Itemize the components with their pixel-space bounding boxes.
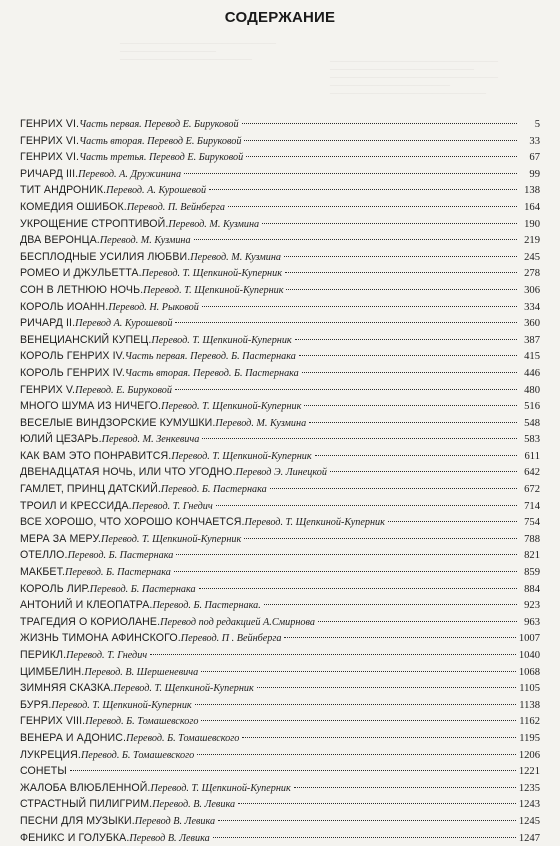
work-title: БЕСПЛОДНЫЕ УСИЛИЯ ЛЮБВИ. [20,250,191,263]
dot-leader [242,737,516,738]
page-number: 1007 [518,633,540,645]
work-title: ВЕНЕЦИАНСКИЙ КУПЕЦ. [20,333,152,346]
work-title: ГЕНРИХ VI. [20,134,80,147]
dot-leader [318,621,517,622]
work-title: ТРАГЕДИЯ О КОРИОЛАНЕ. [20,615,161,628]
page-number: 754 [524,517,540,529]
dot-leader [246,156,517,157]
work-title: СТРАСТНЫЙ ПИЛИГРИМ. [20,798,153,811]
page-number: 190 [524,218,540,230]
work-title: ЖАЛОБА ВЛЮБЛЕННОЙ. [20,781,151,794]
dot-leader [284,256,517,257]
toc-entry [20,597,540,614]
page-number: 387 [524,334,540,346]
page-number: 278 [524,268,540,280]
page-number: 1040 [518,650,540,661]
translation-note: Перевод. Б. Пастернака. [152,600,261,612]
page-number: 1195 [519,732,540,744]
work-title: СОН В ЛЕТНЮЮ НОЧЬ. [20,283,144,296]
work-title: ВЕНЕРА И АДОНИС. [20,731,127,744]
toc-entry [20,481,540,498]
page-title: СОДЕРЖАНИЕ [224,9,336,26]
translation-note: Перевод. Т. Щепкиной-Куперник [150,782,291,794]
translation-note: Перевод В. Левика [134,815,216,827]
work-title: ПЕСНИ ДЛЯ МУЗЫКИ. [20,814,135,827]
toc-entry [20,796,540,813]
page-number: 1243 [518,799,540,811]
work-title: ВСЕ ХОРОШО, ЧТО ХОРОШО КОНЧАЕТСЯ. [20,516,245,529]
translation-note: Перевод. Б. Пастернака [160,484,267,496]
translation-note: Часть первая. Перевод Е. Бируковой [79,119,239,130]
toc-entry [20,365,540,382]
dot-leader [299,355,517,356]
toc-entry [20,713,540,730]
dot-leader [285,272,517,273]
work-title: ТИТ АНДРОНИК. [20,184,107,197]
page-number: 788 [524,533,540,545]
page-number: 1247 [518,832,540,844]
toc-entry [20,664,540,681]
translation-note: Перевод. Т. Щепкиной-Куперник [141,268,282,280]
dot-leader [264,604,517,605]
toc-entry [20,299,540,316]
page-number: 480 [524,384,540,396]
toc-entry [20,747,540,764]
translation-note: Перевод. М. Кузмина [168,218,260,230]
dot-leader [309,422,517,423]
translation-note: Часть вторая. Перевод Е. Бируковой [79,135,242,147]
dot-leader [213,837,516,838]
page-number: 1221 [518,766,540,778]
translation-note: Перевод. Т. Гнедич [66,650,148,661]
work-title: ЦИМБЕЛИН. [20,665,85,678]
page-number: 548 [524,417,540,429]
work-title: ЛУКРЕЦИЯ. [20,748,81,761]
work-title: РИЧАРД III. [20,167,79,180]
dot-leader [197,754,516,755]
work-title: ЗИМНЯЯ СКАЗКА. [20,682,114,695]
translation-note: Перевод. Т. Щепкиной-Куперник [151,334,292,346]
dot-leader [228,206,517,207]
dot-leader [201,671,516,672]
toc-entry [20,730,540,747]
toc-entry [20,763,540,780]
page-number: 1068 [518,666,540,678]
page-number: 138 [524,185,540,197]
translation-note: Перевод. П . Вейнберга [180,633,282,645]
work-title: ГАМЛЕТ, ПРИНЦ ДАТСКИЙ. [20,483,161,496]
work-title: РОМЕО И ДЖУЛЬЕТТА. [20,267,142,280]
page-number: 67 [529,152,540,164]
work-title: МЕРА ЗА МЕРУ. [20,532,101,545]
page-number: 334 [524,301,540,313]
dot-leader [302,372,517,373]
page-number: 164 [524,201,540,213]
page-number: 714 [524,500,540,512]
work-title: КОРОЛЬ ИОАНН. [20,300,109,313]
page-number: 1138 [519,699,540,711]
work-title: ТРОИЛ И КРЕССИДА. [20,499,132,512]
work-title: ВЕСЕЛЫЕ ВИНДЗОРСКИЕ КУМУШКИ. [20,416,216,429]
translation-note: Часть третья. Перевод Е. Бируковой [79,152,244,164]
dot-leader [388,521,517,522]
dot-leader [315,455,517,456]
toc-entry [20,232,540,249]
page-number: 1235 [518,782,540,794]
dot-leader [175,389,517,390]
page-number: 245 [524,251,540,263]
dot-leader [194,239,517,240]
page-number: 219 [524,235,540,247]
translation-note: Перевод В. Левика [129,832,210,844]
work-title: КОРОЛЬ ГЕНРИХ IV. [20,366,125,379]
page-number: 446 [524,367,540,379]
translation-note: Перевод. Т. Щепкиной-Куперник [51,699,192,711]
toc-entry [20,332,540,349]
dot-leader [218,820,516,821]
dot-leader [284,637,515,638]
toc-entry [20,249,540,266]
work-title: ПЕРИКЛ. [20,649,67,661]
bleed-through-text-right: ―――――――――――――――――――――――――――― ―――――――――――――――――――――――― ―――――――――――――――――――――――――――― ―――――――――――――――――――― ―――――――――――――――――――――――――― [330,59,498,97]
toc-entry [20,830,540,846]
work-title: КОРОЛЬ ЛИР. [20,582,90,595]
translation-note: Перевод под редакцией А.Смирнова [160,616,315,628]
translation-note: Перевод. Т. Гнедич [131,500,213,512]
page-number: 33 [529,135,540,147]
page-number: 1162 [519,716,540,728]
dot-leader [262,223,517,224]
page-number: 1245 [518,815,540,827]
dot-leader [174,571,517,572]
toc-entry [20,265,540,282]
work-title: ГЕНРИХ V. [20,383,76,396]
translation-note: Перевод А. Курошевой [75,318,173,330]
toc-entry [20,448,540,465]
page-number: 611 [524,450,540,462]
translation-note: Перевод. Т. Щепкиной-Куперник [161,401,302,413]
page-number: 884 [524,583,540,595]
work-title: УКРОЩЕНИЕ СТРОПТИВОЙ. [20,217,169,230]
translation-note: Перевод. Т. Щепкиной-Куперник [171,450,312,462]
translation-note: Перевод. П. Вейнберга [126,201,225,213]
page-number: 583 [524,434,540,446]
toc-entry [20,780,540,797]
work-title: ГЕНРИХ VI. [20,151,80,164]
toc-entry [20,348,540,365]
translation-note: Перевод. Б. Пастернака [89,583,196,595]
dot-leader [244,538,517,539]
work-title: КОМЕДИЯ ОШИБОК. [20,200,127,213]
translation-note: Перевод. Е. Бируковой [75,384,172,396]
dot-leader [209,189,517,190]
translation-note: Перевод. В. Левика [152,799,236,811]
toc-entry [20,630,540,647]
work-title: ДВА ВЕРОНЦА. [20,234,100,247]
toc-entry [20,149,540,166]
translation-note: Перевод. Т. Щепкиной-Куперник [244,517,385,529]
translation-note: Перевод. М. Кузмина [99,235,191,247]
toc-entry [20,315,540,332]
toc-entry [20,464,540,481]
page-number: 859 [524,567,540,579]
page-number: 516 [524,401,540,413]
translation-note: Перевод. М. Кузмина [215,417,307,429]
toc-entry [20,398,540,415]
table-of-contents [20,116,540,846]
toc-entry [20,282,540,299]
toc-entry [20,182,540,199]
toc-entry [20,531,540,548]
page-number: 642 [524,467,540,479]
toc-entry [20,415,540,432]
toc-entry [20,514,540,531]
page-number: 1206 [518,749,540,761]
page-number: 306 [524,284,540,296]
translation-note: Перевод. Б. Томашевского [80,749,195,761]
work-title: КОРОЛЬ ГЕНРИХ IV. [20,350,125,363]
toc-entry [20,199,540,216]
dot-leader [304,405,517,406]
work-title: ГЕНРИХ VIII. [20,715,86,728]
page-number: 963 [524,616,540,628]
toc-entry [20,382,540,399]
dot-leader [330,471,517,472]
work-title: КАК ВАМ ЭТО ПОНРАВИТСЯ. [20,449,172,462]
toc-entry [20,647,540,664]
dot-leader [175,322,517,323]
dot-leader [286,289,517,290]
page-number: 99 [529,168,540,180]
page-number: 1105 [519,683,540,695]
toc-entry [20,813,540,830]
translation-note: Перевод. Т. Щепкиной-Куперник [100,533,242,545]
dot-leader [202,306,517,307]
translation-note: Перевод. Т. Щепкиной-Куперник [113,683,254,695]
dot-leader [242,123,517,124]
translation-note: Перевод. Б. Пастернака [65,567,171,579]
translation-note: Перевод. Б. Томашевского [126,732,240,744]
dot-leader [150,654,516,655]
work-title: РИЧАРД II. [20,317,76,330]
dot-leader [70,770,516,771]
toc-entry [20,547,540,564]
dot-leader [238,803,516,804]
translation-note: Перевод. А. Курошевой [106,185,207,197]
toc-entry [20,697,540,714]
toc-entry [20,614,540,631]
toc-entry [20,133,540,150]
translation-note: Перевод. В. Шершеневича [84,666,199,678]
work-title: ФЕНИКС И ГОЛУБКА. [20,831,130,844]
work-title: ОТЕЛЛО. [20,549,68,562]
page-number: 415 [524,351,540,363]
work-title: ДВЕНАДЦАТАЯ НОЧЬ, ИЛИ ЧТО УГОДНО. [20,466,236,479]
work-title: ГЕНРИХ VI. [20,118,80,130]
page-number: 821 [524,550,540,562]
translation-note: Перевод. М. Кузмина [190,251,281,263]
toc-entry [20,166,540,183]
dot-leader [257,687,516,688]
toc-entry [20,498,540,515]
toc-entry [20,581,540,598]
dot-leader [184,173,517,174]
toc-entry [20,216,540,233]
page-number: 672 [524,484,540,496]
page-number: 360 [524,318,540,330]
toc-entry [20,564,540,581]
translation-note: Часть первая. Перевод. Б. Пастернака [124,351,296,363]
translation-note: Перевод Э. Линецкой [235,467,327,479]
toc-entry [20,680,540,697]
translation-note: Перевод. Н. Рыковой [108,301,199,313]
work-title: СОНЕТЫ [20,765,67,778]
work-title: ЮЛИЙ ЦЕЗАРЬ. [20,433,102,446]
dot-leader [216,505,517,506]
translation-note: Перевод. М. Зенкевича [101,434,200,446]
dot-leader [270,488,517,489]
page-number: 923 [524,600,540,612]
toc-entry [20,116,540,133]
page-number: 5 [534,119,540,130]
dot-leader [202,438,517,439]
translation-note: Перевод. А. Дружинина [78,168,182,180]
translation-note: Перевод. Б. Пастернака [67,550,174,562]
dot-leader [195,704,517,705]
work-title: АНТОНИЙ И КЛЕОПАТРА. [20,599,153,612]
dot-leader [199,588,517,589]
work-title: БУРЯ. [20,698,52,711]
work-title: МАКБЕТ. [20,566,66,579]
translation-note: Перевод. Б. Томашевского [85,716,199,728]
work-title: МНОГО ШУМА ИЗ НИЧЕГО. [20,400,162,413]
work-title: ЖИЗНЬ ТИМОНА АФИНСКОГО. [20,632,181,645]
toc-entry [20,431,540,448]
translation-note: Перевод. Т. Щепкиной-Куперник [143,284,284,296]
dot-leader [176,554,517,555]
bleed-through-text-left: ―――――――――――――――――――――――――― ―――――――――――――――― ―――――――――――――――――――――― [120,41,276,63]
dot-leader [201,720,516,721]
dot-leader [295,339,517,340]
dot-leader [244,140,517,141]
translation-note: Часть вторая. Перевод. Б. Пастернака [124,367,299,379]
